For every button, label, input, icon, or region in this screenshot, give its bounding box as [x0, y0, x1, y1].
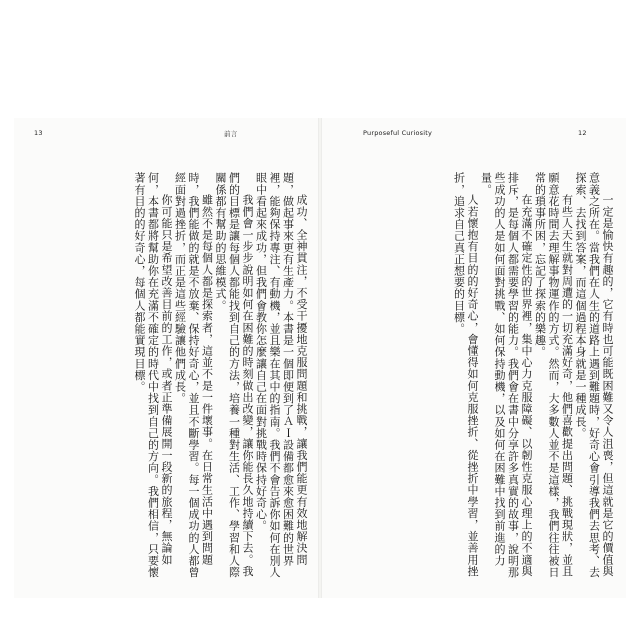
body-paragraph: 有些人天生就對周遭的一切充滿好奇，他們喜歡提出問題、挑戰現狀，並且願意花時間去理解事物運作的方式。然而，大多數人並不是這樣，我們往往被日常的瑣事所困，忘記了探索的樂趣。 [533, 172, 574, 578]
right-running-head: Purposeful Curiosity [363, 129, 433, 137]
left-page-number: 13 [34, 129, 43, 137]
body-paragraph: 我們會一步步說明如何在困難的時刻做出改變，讓你能長久地持續下去。我們的目標是讓每個人都能找到自己的方法，培養一種對生活、工作、學習和人際關係都有幫助的思維模式。 [214, 172, 254, 578]
left-page-body [62, 172, 308, 582]
body-paragraph: 成功、全神貫注，不受干擾地克服問題和挑戰，讓我們能更有效地解決問題，做起事來更有生產力。本書是一個即便到了ＡＩ設備都愈來愈困難的世界裡，能夠保持專注、有動機，並且樂在其中的指南。我們不會告訴你如何在別人眼中看起來成功，但我們會教你怎麼讓自己在面對挑戰時保持好奇心。 [254, 172, 308, 578]
body-paragraph: 雖然不是每個人都是探索者，這並不是一件壞事。在日常生活中遇到問題時，我們能做的就是不放棄、保持好奇心，並且不斷學習。每一個成功的人都曾經面對過挫折，而正是這些經驗讓他們成長。 [173, 172, 214, 578]
body-paragraph: 在充滿不確定性的世界裡，集中心力克服障礙、以韌性克服心理上的不適與排斥，是每個人都需要學習的能力。我們會在書中分享許多真實的故事，說明那些成功的人是如何面對挑戰、如何保持動機，以及如何在困難中找到前進的力量。 [479, 172, 533, 578]
body-paragraph: 人若懷抱有目的的好奇心，會懂得如何克服挫折、從挫折中學習，並善用挫折，追求自己真正想要的目標。 [452, 172, 479, 577]
left-running-head: 前言 [224, 130, 238, 138]
right-page-body [368, 172, 614, 582]
body-paragraph: 你可能只是希望改善目前的工作，或者正準備展開一段新的旅程，無論如何，本書都將幫助你在充滿不確定的時代中找到自己的方向。我們相信，只要懷著有目的的好奇心，每個人都能實現目標。 [133, 172, 173, 578]
right-page-number: 12 [578, 129, 587, 137]
body-paragraph: 一定是愉快有趣的，它有時也可能既困難又令人沮喪，但這就是它的價值與意義之所在。當我們在人生的道路上遇到難題時，好奇心會引導我們去思考、去探索、去找到答案，而這個過程本身就是一種成長。 [574, 172, 614, 578]
